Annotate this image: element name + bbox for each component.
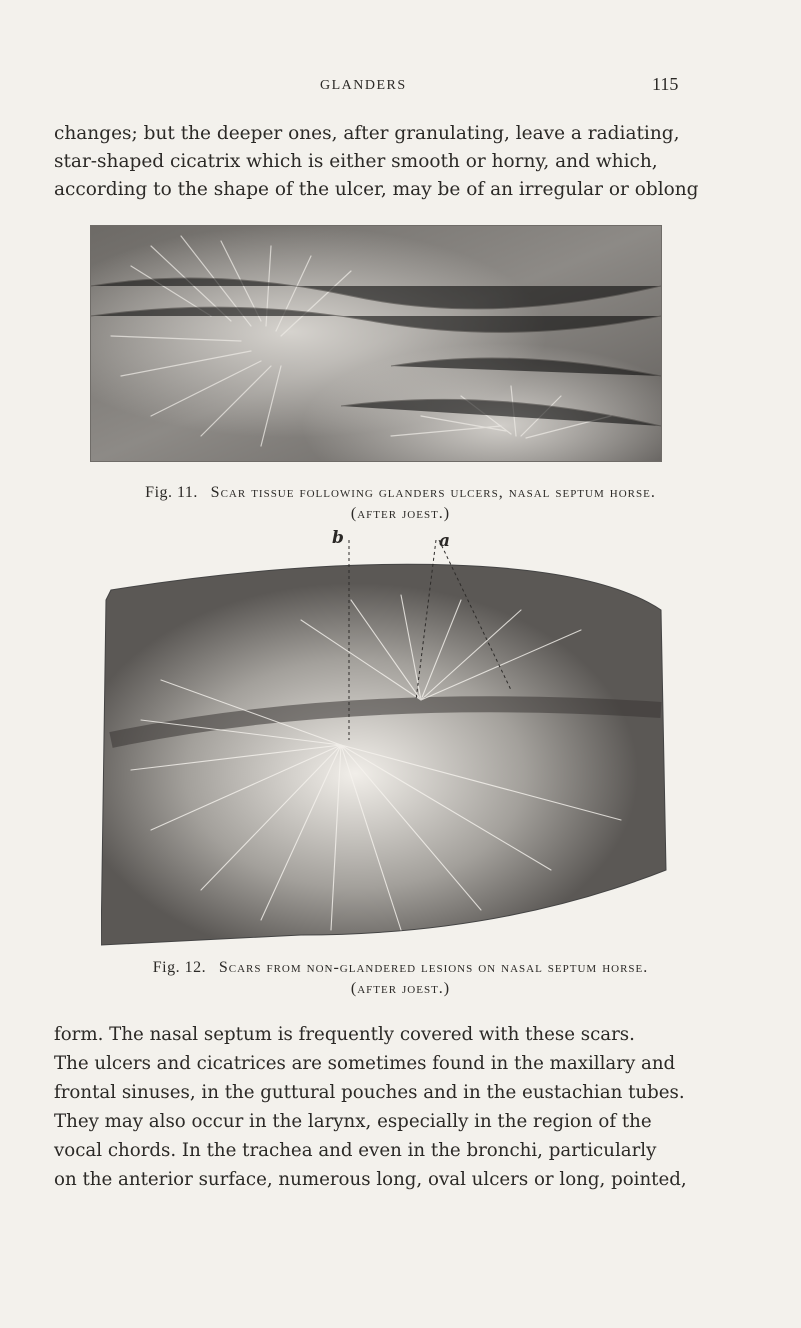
page-number: 115: [652, 74, 679, 94]
figure-11-illustration: [90, 225, 662, 462]
marker-b: b: [332, 528, 344, 548]
marker-a: a: [439, 531, 451, 551]
text-line: changes; but the deeper ones, after granulating, leave a radiating,: [54, 123, 680, 144]
figure-12-illustration: [101, 540, 667, 948]
figure-12-caption-text: Scars from non-glandered lesions on nasal septum horse.: [218, 959, 649, 976]
figure-11-caption-text: Scar tissue following glanders ulcers, nasal septum horse.: [210, 484, 656, 501]
text-line: on the anterior surface, numerous long, oval ulcers or long, pointed,: [54, 1169, 687, 1190]
radiating-scars-engraving: [101, 540, 667, 948]
text-line: form. The nasal septum is frequently covered with these scars.: [54, 1024, 635, 1045]
running-head: [0, 74, 801, 102]
text-line: according to the shape of the ulcer, may be of an irregular or oblong: [54, 179, 699, 200]
figure-12-caption: [0, 957, 801, 999]
text-line: star-shaped cicatrix which is either smooth or horny, and which,: [54, 151, 658, 172]
running-title: GLANDERS: [320, 78, 407, 93]
figure-11-label: Fig. 11.: [145, 484, 198, 501]
text-line: vocal chords. In the trachea and even in the bronchi, particularly: [54, 1140, 657, 1161]
text-line: They may also occur in the larynx, especially in the region of the: [54, 1111, 652, 1132]
text-line: The ulcers and cicatrices are sometimes found in the maxillary and: [54, 1053, 676, 1074]
paragraph-top: [54, 120, 714, 204]
figure-11-credit: (after joest.): [350, 505, 451, 522]
paragraph-bottom: [54, 1020, 714, 1194]
figure-12-label: Fig. 12.: [152, 959, 207, 976]
text-line: frontal sinuses, in the guttural pouches and in the eustachian tubes.: [54, 1082, 685, 1103]
figure-11-caption: [0, 482, 801, 524]
scar-tissue-engraving: [91, 226, 661, 461]
figure-12-credit: (after joest.): [350, 980, 451, 997]
